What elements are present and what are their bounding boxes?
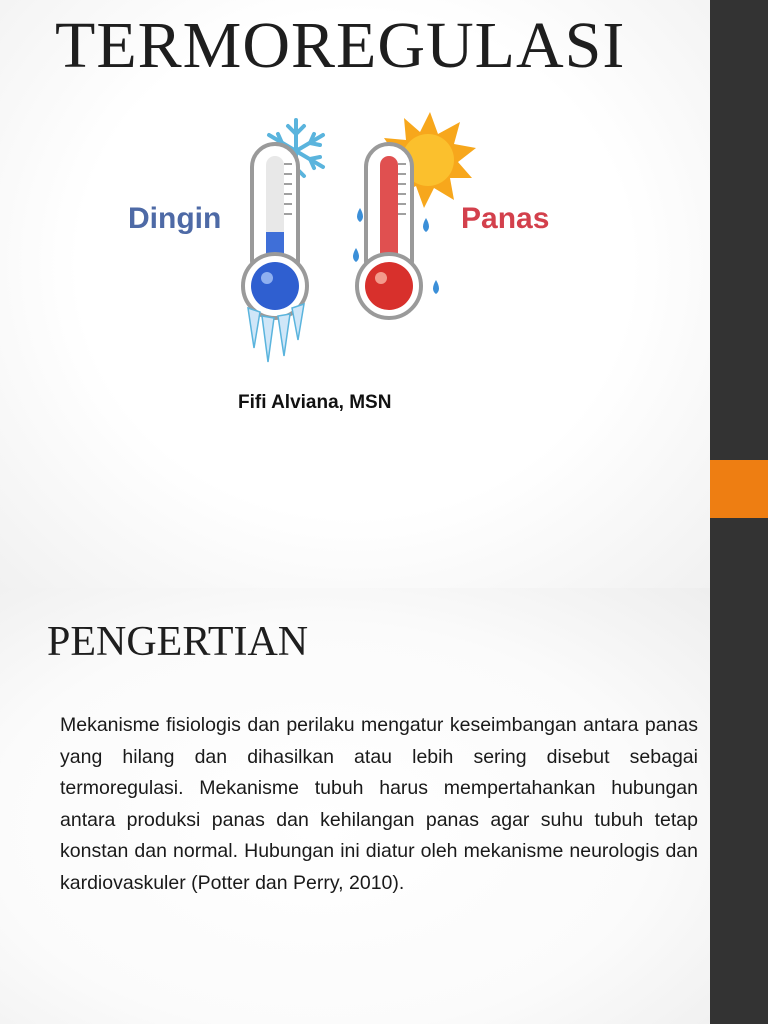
hot-label: Panas — [461, 202, 550, 235]
cold-thermometer-icon — [243, 144, 307, 362]
slide-definition — [0, 588, 710, 1024]
section-heading: PENGERTIAN — [47, 619, 309, 665]
author-name: Fifi Alviana, MSN — [238, 392, 392, 413]
hot-thermometer-icon — [357, 144, 421, 318]
thermometer-illustration — [120, 112, 560, 364]
slide-title-heading: TERMOREGULASI — [55, 9, 626, 82]
cold-label: Dingin — [128, 202, 222, 235]
sidebar-accent — [710, 460, 768, 518]
definition-paragraph: Mekanisme fisiologis dan perilaku mengatur keseimbangan antara panas yang hilang dan dihasilkan atau lebih sering disebut sebagai termoregulasi. Mekanisme tubuh harus mempertahankan hubungan antara produksi panas dan kehilangan panas agar suhu tubuh tetap konstan dan normal. Hubungan ini diatur oleh mekanisme neurologis dan kardiovaskuler (Potter dan Perry, 2010). — [60, 714, 698, 894]
